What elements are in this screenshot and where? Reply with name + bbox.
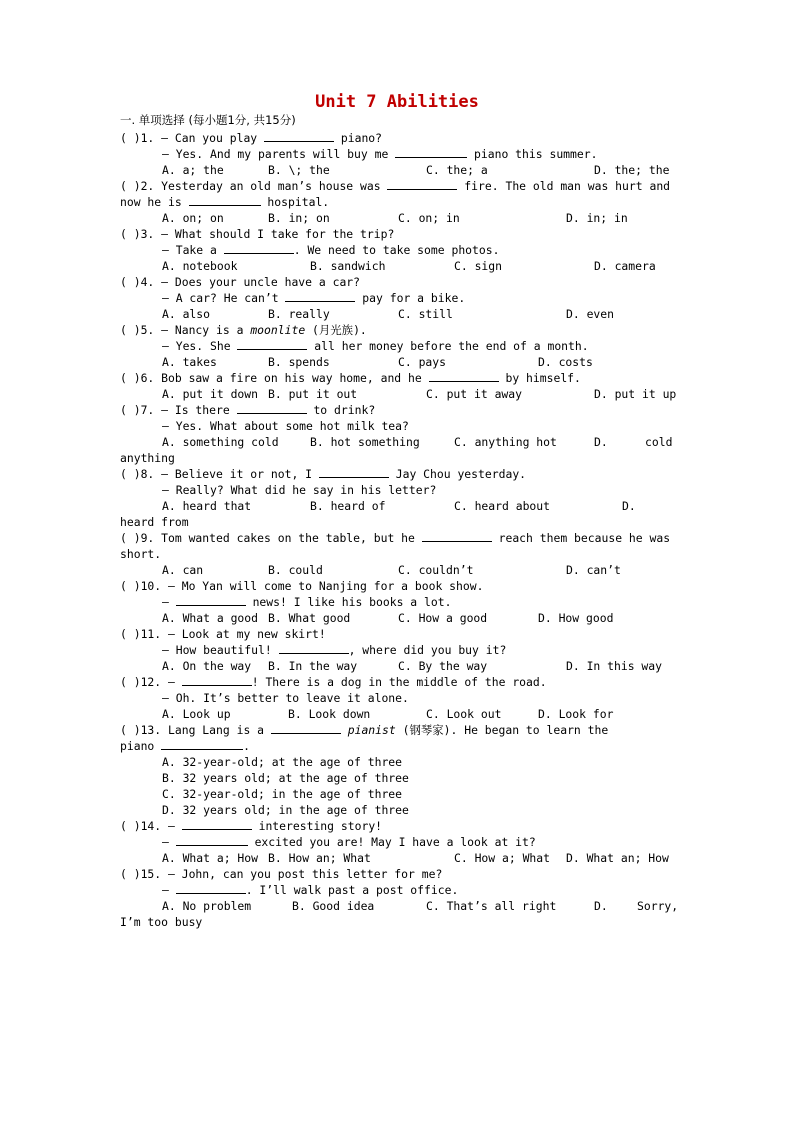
text-segment: by himself.: [498, 371, 581, 385]
answer-option: D.: [594, 899, 608, 913]
question-line: [120, 402, 675, 418]
question-line: [120, 674, 675, 690]
text-segment: ( )10. — Mo Yan will come to Nanjing for a book show.: [120, 579, 484, 593]
answer-option: A. notebook: [162, 259, 238, 273]
answer-blank: [182, 674, 252, 686]
text-segment: ( )5. — Nancy is a: [120, 323, 251, 337]
italic-term: moonlite: [250, 323, 306, 337]
answer-option: B. What good: [268, 611, 351, 625]
text-segment: anything: [120, 451, 175, 465]
answer-blank: [285, 290, 355, 302]
answer-option: C. That’s all right: [426, 899, 557, 913]
answer-blank: [279, 642, 349, 654]
answer-blank: [422, 530, 492, 542]
question-line: [120, 418, 717, 434]
answer-option: cold: [645, 435, 673, 449]
option-row: [120, 434, 675, 450]
answer-option: A. What a; How: [162, 851, 259, 865]
text-segment: — Really? What did he say in his letter?: [162, 483, 437, 497]
option-row: [120, 754, 717, 770]
option-row: [120, 562, 675, 578]
answer-blank: [264, 130, 334, 142]
answer-option: B. heard of: [310, 499, 386, 513]
text-segment: ( )1. — Can you play: [120, 131, 265, 145]
text-segment: all her money before the end of a month.: [307, 339, 589, 353]
answer-option: B. In the way: [268, 659, 358, 673]
answer-option: D. even: [566, 307, 615, 321]
text-segment: excited you are! May I have a look at it?: [247, 835, 536, 849]
option-row: [120, 706, 675, 722]
answer-option: A. something cold: [162, 435, 279, 449]
question-line: [120, 642, 717, 658]
question-line: [120, 594, 717, 610]
text-segment: ( )12. —: [120, 675, 182, 689]
answer-option: B. hot something: [310, 435, 420, 449]
answer-option: D.: [622, 499, 636, 513]
question-line: [120, 450, 675, 466]
text-segment: ( )9. Tom wanted cakes on the table, but he: [120, 531, 422, 545]
question-line: [120, 626, 675, 642]
answer-blank: [395, 146, 467, 158]
option-row: [120, 306, 675, 322]
answer-blank: [387, 178, 457, 190]
question-line: [120, 914, 675, 930]
answer-option: B. could: [268, 563, 323, 577]
answer-option: A. put it down: [162, 387, 259, 401]
answer-blank: [237, 338, 307, 350]
text-segment: interesting story!: [251, 819, 383, 833]
text-segment: ( )8. — Believe it or not, I: [120, 467, 319, 481]
answer-option: C. sign: [454, 259, 503, 273]
answer-option: D. How good: [538, 611, 614, 625]
text-segment: D. 32 years old; in the age of three: [162, 803, 409, 817]
option-row: [120, 786, 717, 802]
answer-blank: [176, 594, 246, 606]
question-line: [120, 866, 675, 882]
answer-option: B. sandwich: [310, 259, 386, 273]
question-line: [120, 290, 717, 306]
text-segment: heard from: [120, 515, 189, 529]
answer-option: A. No problem: [162, 899, 252, 913]
question-line: [120, 226, 675, 242]
answer-blank: [319, 466, 389, 478]
answer-option: C. on; in: [398, 211, 460, 225]
answer-option: B. put it out: [268, 387, 358, 401]
text-segment: . I’ll walk past a post office.: [245, 883, 459, 897]
section-heading: 一. 单项选择 (每小题1分, 共15分): [120, 113, 296, 127]
question-line: [120, 322, 675, 338]
text-segment: ( )11. — Look at my new skirt!: [120, 627, 326, 641]
option-row: [120, 386, 675, 402]
question-line: [120, 834, 717, 850]
question-line: [120, 466, 675, 482]
option-row: [120, 162, 675, 178]
question-line: [120, 338, 717, 354]
text-segment: — A car? He can’t: [162, 291, 286, 305]
text-segment: (钢琴家). He began to learn the: [395, 723, 609, 737]
text-segment: ! There is a dog in the middle of the road.: [251, 675, 547, 689]
answer-option: A. heard that: [162, 499, 252, 513]
text-segment: — Yes. And my parents will buy me: [162, 147, 396, 161]
answer-option: D.: [594, 435, 608, 449]
text-segment: ( )15. — John, can you post this letter for me?: [120, 867, 443, 881]
text-segment: piano?: [334, 131, 383, 145]
text-segment: ( )13. Lang Lang is a: [120, 723, 271, 737]
text-segment: —: [162, 883, 176, 897]
text-segment: —: [162, 595, 176, 609]
text-segment: I’m too busy: [120, 915, 203, 929]
question-line: [120, 242, 717, 258]
answer-option: C. How a good: [398, 611, 488, 625]
text-segment: . We need to take some photos.: [293, 243, 500, 257]
answer-option: B. in; on: [268, 211, 330, 225]
question-line: [120, 690, 717, 706]
answer-option: D. in; in: [566, 211, 628, 225]
answer-option: A. Look up: [162, 707, 231, 721]
question-line: [120, 738, 675, 754]
text-segment: hospital.: [260, 195, 330, 209]
answer-option: C. Look out: [426, 707, 502, 721]
option-row: [120, 498, 675, 514]
answer-option: C. still: [398, 307, 453, 321]
answer-blank: [176, 882, 246, 894]
answer-option: C. heard about: [454, 499, 551, 513]
text-segment: (月光族).: [305, 323, 367, 337]
question-line: [120, 194, 675, 210]
answer-blank: [161, 738, 243, 750]
italic-term: pianist: [347, 723, 396, 737]
text-segment: ( )7. — Is there: [120, 403, 237, 417]
answer-option: A. What a good: [162, 611, 259, 625]
option-row: [120, 354, 675, 370]
answer-option: D. can’t: [566, 563, 621, 577]
answer-option: B. really: [268, 307, 330, 321]
answer-option: D. the; the: [594, 163, 670, 177]
text-segment: B. 32 years old; at the age of three: [162, 771, 409, 785]
question-line: [120, 546, 675, 562]
answer-option: B. How an; What: [268, 851, 371, 865]
page-title: Unit 7 Abilities: [315, 92, 479, 112]
answer-blank: [271, 722, 341, 734]
option-row: [120, 210, 675, 226]
answer-option: C. anything hot: [454, 435, 557, 449]
answer-blank: [429, 370, 499, 382]
option-row: [120, 898, 679, 914]
answer-option: A. on; on: [162, 211, 224, 225]
text-segment: news! I like his books a lot.: [245, 595, 452, 609]
answer-option: A. can: [162, 563, 204, 577]
question-line: [120, 530, 675, 546]
text-segment: pay for a bike.: [355, 291, 466, 305]
answer-option: D. costs: [538, 355, 593, 369]
answer-option: A. a; the: [162, 163, 224, 177]
answer-option: Sorry,: [637, 899, 679, 913]
text-segment: ( )2. Yesterday an old man’s house was: [120, 179, 388, 193]
text-segment: ( )14. —: [120, 819, 182, 833]
question-line: [120, 130, 675, 146]
answer-option: A. On the way: [162, 659, 252, 673]
answer-option: C. the; a: [426, 163, 488, 177]
answer-blank: [189, 194, 261, 206]
text-segment: short.: [120, 547, 162, 561]
option-row: [120, 850, 675, 866]
answer-option: B. spends: [268, 355, 330, 369]
answer-option: C. pays: [398, 355, 447, 369]
text-segment: — How beautiful!: [162, 643, 279, 657]
text-segment: to drink?: [306, 403, 376, 417]
text-segment: C. 32-year-old; in the age of three: [162, 787, 403, 801]
text-segment: piano: [120, 739, 162, 753]
answer-option: B. \; the: [268, 163, 330, 177]
answer-option: C. How a; What: [454, 851, 551, 865]
question-line: [120, 882, 717, 898]
question-line: [120, 722, 675, 738]
answer-option: B. Good idea: [292, 899, 375, 913]
question-line: [120, 178, 675, 194]
answer-option: A. takes: [162, 355, 217, 369]
text-segment: piano this summer.: [467, 147, 598, 161]
question-line: [120, 274, 675, 290]
text-segment: .: [243, 739, 251, 753]
option-row: [120, 802, 717, 818]
answer-option: C. By the way: [398, 659, 488, 673]
answer-option: D. camera: [594, 259, 656, 273]
text-segment: fire. The old man was hurt and: [457, 179, 671, 193]
answer-blank: [237, 402, 307, 414]
answer-blank: [182, 818, 252, 830]
answer-option: B. Look down: [288, 707, 371, 721]
text-segment: ( )6. Bob saw a fire on his way home, and he: [120, 371, 429, 385]
text-segment: —: [162, 835, 176, 849]
answer-option: C. couldn’t: [398, 563, 474, 577]
answer-option: D. put it up: [594, 387, 677, 401]
answer-option: D. Look for: [538, 707, 614, 721]
answer-option: D. In this way: [566, 659, 663, 673]
option-row: [120, 770, 717, 786]
text-segment: A. 32-year-old; at the age of three: [162, 755, 403, 769]
text-segment: — Oh. It’s better to leave it alone.: [162, 691, 409, 705]
answer-option: A. also: [162, 307, 211, 321]
text-segment: now he is: [120, 195, 189, 209]
text-segment: — Yes. She: [162, 339, 238, 353]
question-line: [120, 818, 675, 834]
question-line: [120, 370, 675, 386]
option-row: [120, 658, 675, 674]
option-row: [120, 610, 675, 626]
text-segment: [341, 723, 348, 737]
text-segment: Jay Chou yesterday.: [388, 467, 527, 481]
question-line: [120, 578, 675, 594]
text-segment: — Yes. What about some hot milk tea?: [162, 419, 409, 433]
answer-blank: [176, 834, 248, 846]
text-segment: — Take a: [162, 243, 224, 257]
text-segment: ( )3. — What should I take for the trip?: [120, 227, 395, 241]
answer-blank: [224, 242, 294, 254]
text-segment: reach them because he was: [491, 531, 671, 545]
text-segment: ( )4. — Does your uncle have a car?: [120, 275, 361, 289]
option-row: [120, 258, 675, 274]
answer-option: D. What an; How: [566, 851, 669, 865]
answer-option: C. put it away: [426, 387, 523, 401]
question-line: [120, 146, 717, 162]
text-segment: , where did you buy it?: [348, 643, 507, 657]
question-line: [120, 514, 675, 530]
question-line: [120, 482, 717, 498]
